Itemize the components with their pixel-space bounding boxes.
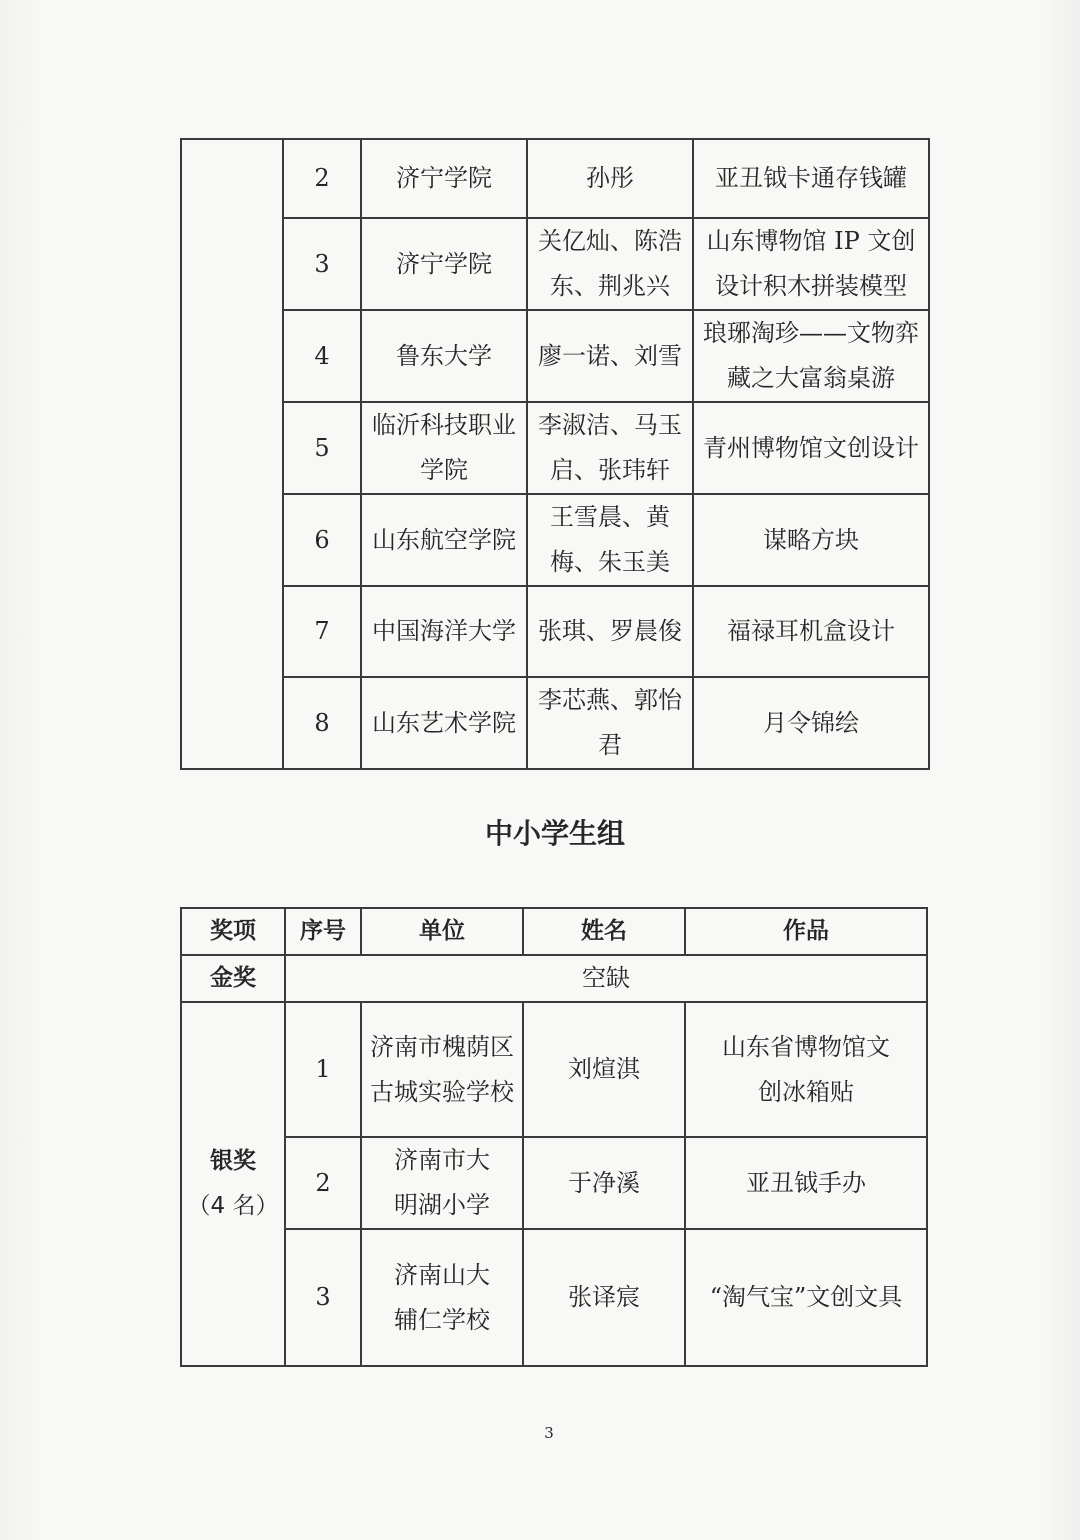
work-cell: 福禄耳机盒设计 — [693, 586, 929, 677]
unit-cell: 中国海洋大学 — [361, 586, 527, 677]
seq-cell: 8 — [283, 677, 361, 769]
table-row — [181, 677, 929, 769]
names-cell: 刘煊淇 — [523, 1002, 685, 1137]
seq-cell: 7 — [283, 586, 361, 677]
silver-award-count: （4 名） — [187, 1193, 279, 1219]
names-cell: 廖一诺、刘雪 — [527, 310, 693, 402]
seq-cell: 2 — [283, 139, 361, 218]
names-cell: 于净溪 — [523, 1137, 685, 1229]
unit-cell: 济南市大明湖小学 — [361, 1137, 523, 1229]
names-cell: 关亿灿、陈浩东、荆兆兴 — [527, 218, 693, 310]
table-row — [181, 218, 929, 310]
header-name: 姓名 — [523, 908, 685, 955]
unit-cell: 山东艺术学院 — [361, 677, 527, 769]
unit-cell: 鲁东大学 — [361, 310, 527, 402]
work-cell: 月令锦绘 — [693, 677, 929, 769]
gold-award-label: 金奖 — [181, 955, 285, 1002]
table-row — [181, 402, 929, 494]
seq-cell: 4 — [283, 310, 361, 402]
names-cell: 李淑洁、马玉启、张玮轩 — [527, 402, 693, 494]
work-cell: 亚丑钺手办 — [685, 1137, 927, 1229]
work-cell: 青州博物馆文创设计 — [693, 402, 929, 494]
gold-row — [181, 955, 927, 1002]
unit-cell: 山东航空学院 — [361, 494, 527, 586]
table-row — [181, 139, 929, 218]
table-row — [181, 494, 929, 586]
seq-cell: 6 — [283, 494, 361, 586]
gold-vacant-cell: 空缺 — [285, 955, 927, 1002]
unit-cell: 济南山大辅仁学校 — [361, 1229, 523, 1366]
work-cell: 琅琊淘珍——文物弈藏之大富翁桌游 — [693, 310, 929, 402]
names-cell: 张琪、罗晨俊 — [527, 586, 693, 677]
work-cell: 谋略方块 — [693, 494, 929, 586]
table-row — [181, 586, 929, 677]
page-number: 3 — [544, 1424, 554, 1442]
seq-cell: 5 — [283, 402, 361, 494]
seq-cell: 2 — [285, 1137, 361, 1229]
unit-cell: 济宁学院 — [361, 218, 527, 310]
unit-cell: 临沂科技职业学院 — [361, 402, 527, 494]
seq-cell: 3 — [283, 218, 361, 310]
work-cell: 山东博物馆 IP 文创设计积木拼装模型 — [693, 218, 929, 310]
section-title: 中小学生组 — [484, 817, 625, 850]
header-seq: 序号 — [285, 908, 361, 955]
awards-table-continued — [180, 138, 930, 770]
table-row — [181, 1002, 927, 1137]
table-row — [181, 310, 929, 402]
table-row — [181, 1229, 927, 1366]
seq-cell: 1 — [285, 1002, 361, 1137]
work-cell: 山东省博物馆文创冰箱贴 — [685, 1002, 927, 1137]
award-cell-merged — [181, 139, 283, 769]
work-cell: “淘气宝”文创文具 — [685, 1229, 927, 1366]
unit-cell: 济宁学院 — [361, 139, 527, 218]
names-cell: 张译宸 — [523, 1229, 685, 1366]
table-row — [181, 1137, 927, 1229]
header-row — [181, 908, 927, 955]
header-unit: 单位 — [361, 908, 523, 955]
header-award: 奖项 — [181, 908, 285, 955]
awards-table-school — [180, 907, 928, 1367]
work-cell: 亚丑钺卡通存钱罐 — [693, 139, 929, 218]
silver-award-cell — [181, 1002, 285, 1366]
unit-cell: 济南市槐荫区古城实验学校 — [361, 1002, 523, 1137]
silver-award-label: 银奖 — [210, 1148, 256, 1174]
names-cell: 孙彤 — [527, 139, 693, 218]
names-cell: 李芯燕、郭怡君 — [527, 677, 693, 769]
names-cell: 王雪晨、黄梅、朱玉美 — [527, 494, 693, 586]
header-work: 作品 — [685, 908, 927, 955]
seq-cell: 3 — [285, 1229, 361, 1366]
